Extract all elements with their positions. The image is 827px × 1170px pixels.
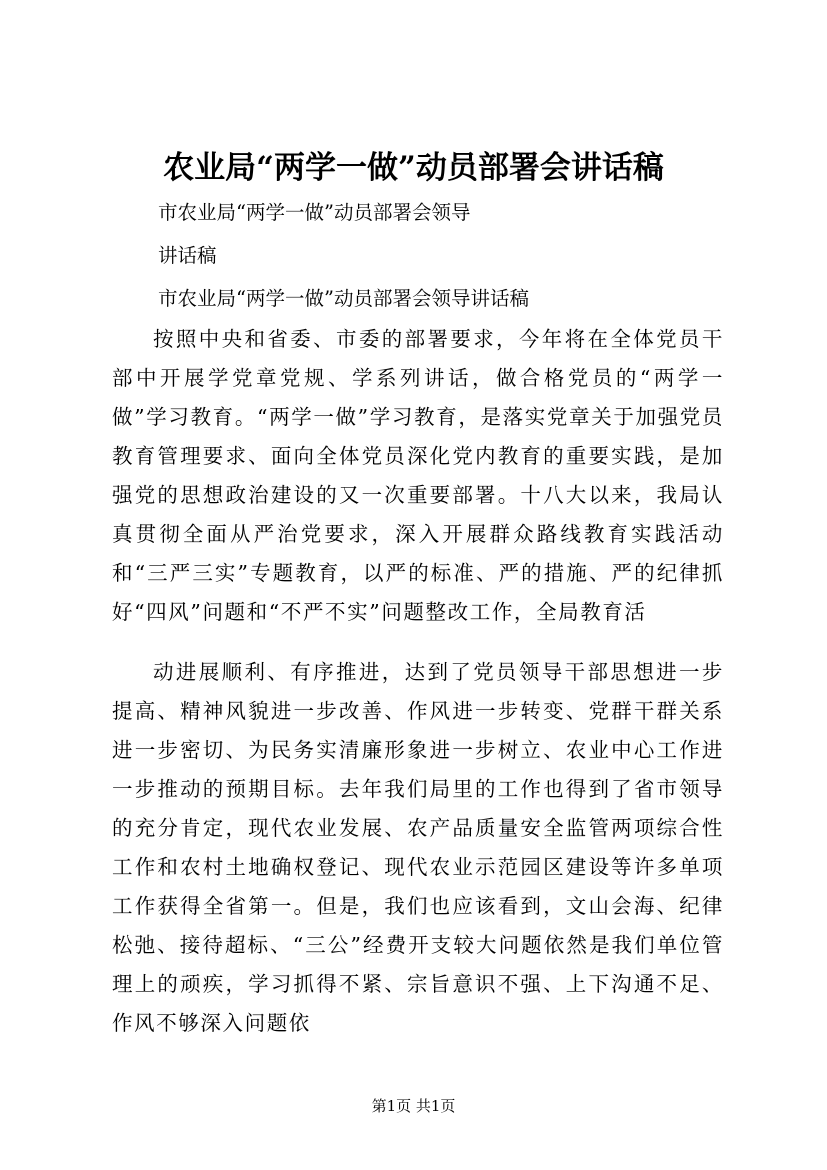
subtitle-line-1: 市农业局“两学一做”动员部署会领导 — [158, 201, 471, 224]
subtitle-line-2: 讲话稿 — [158, 244, 217, 267]
subtitle-line-3: 市农业局“两学一做”动员部署会领导讲话稿 — [158, 287, 529, 310]
page-footer: 第1页 共1页 — [371, 1097, 456, 1115]
document-title: 农业局“两学一做”动员部署会讲话稿 — [163, 150, 664, 186]
paragraph-2: 动进展顺利、有序推进，达到了党员领导干部思想进一步提高、精神风貌进一步改善、作风进一步转变、党群干群关系进一步密切、为民务实清廉形象进一步树立、农业中心工作进一步推动的预期目标。去年我们局里的工作也得到了省市领导的充分肯定，现代农业发展、农产品质量安全监管两项综合性工作和农村土地确权登记、现代农业示范园区建设等许多单项工作获得全省第一。但是，我们也应该看到，文山会海、纪律松弛、接待超标、“三公”经费开支较大问题依然是我们单位管理上的顽疾，学习抓得不紧、宗旨意识不强、上下沟通不足、作风不够深入问题依 — [112, 660, 724, 1035]
paragraph-1: 按照中央和省委、市委的部署要求，今年将在全体党员干部中开展学党章党规、学系列讲话，做合格党员的“两学一做”学习教育。“两学一做”学习教育，是落实党章关于加强党员教育管理要求、面向全体党员深化党内教育的重要实践，是加强党的思想政治建设的又一次重要部署。十八大以来，我局认真贯彻全面从严治党要求，深入开展群众路线教育实践活动和“三严三实”专题教育，以严的标准、严的措施、严的纪律抓好“四风”问题和“不严不实”问题整改工作，全局教育活 — [112, 327, 724, 624]
